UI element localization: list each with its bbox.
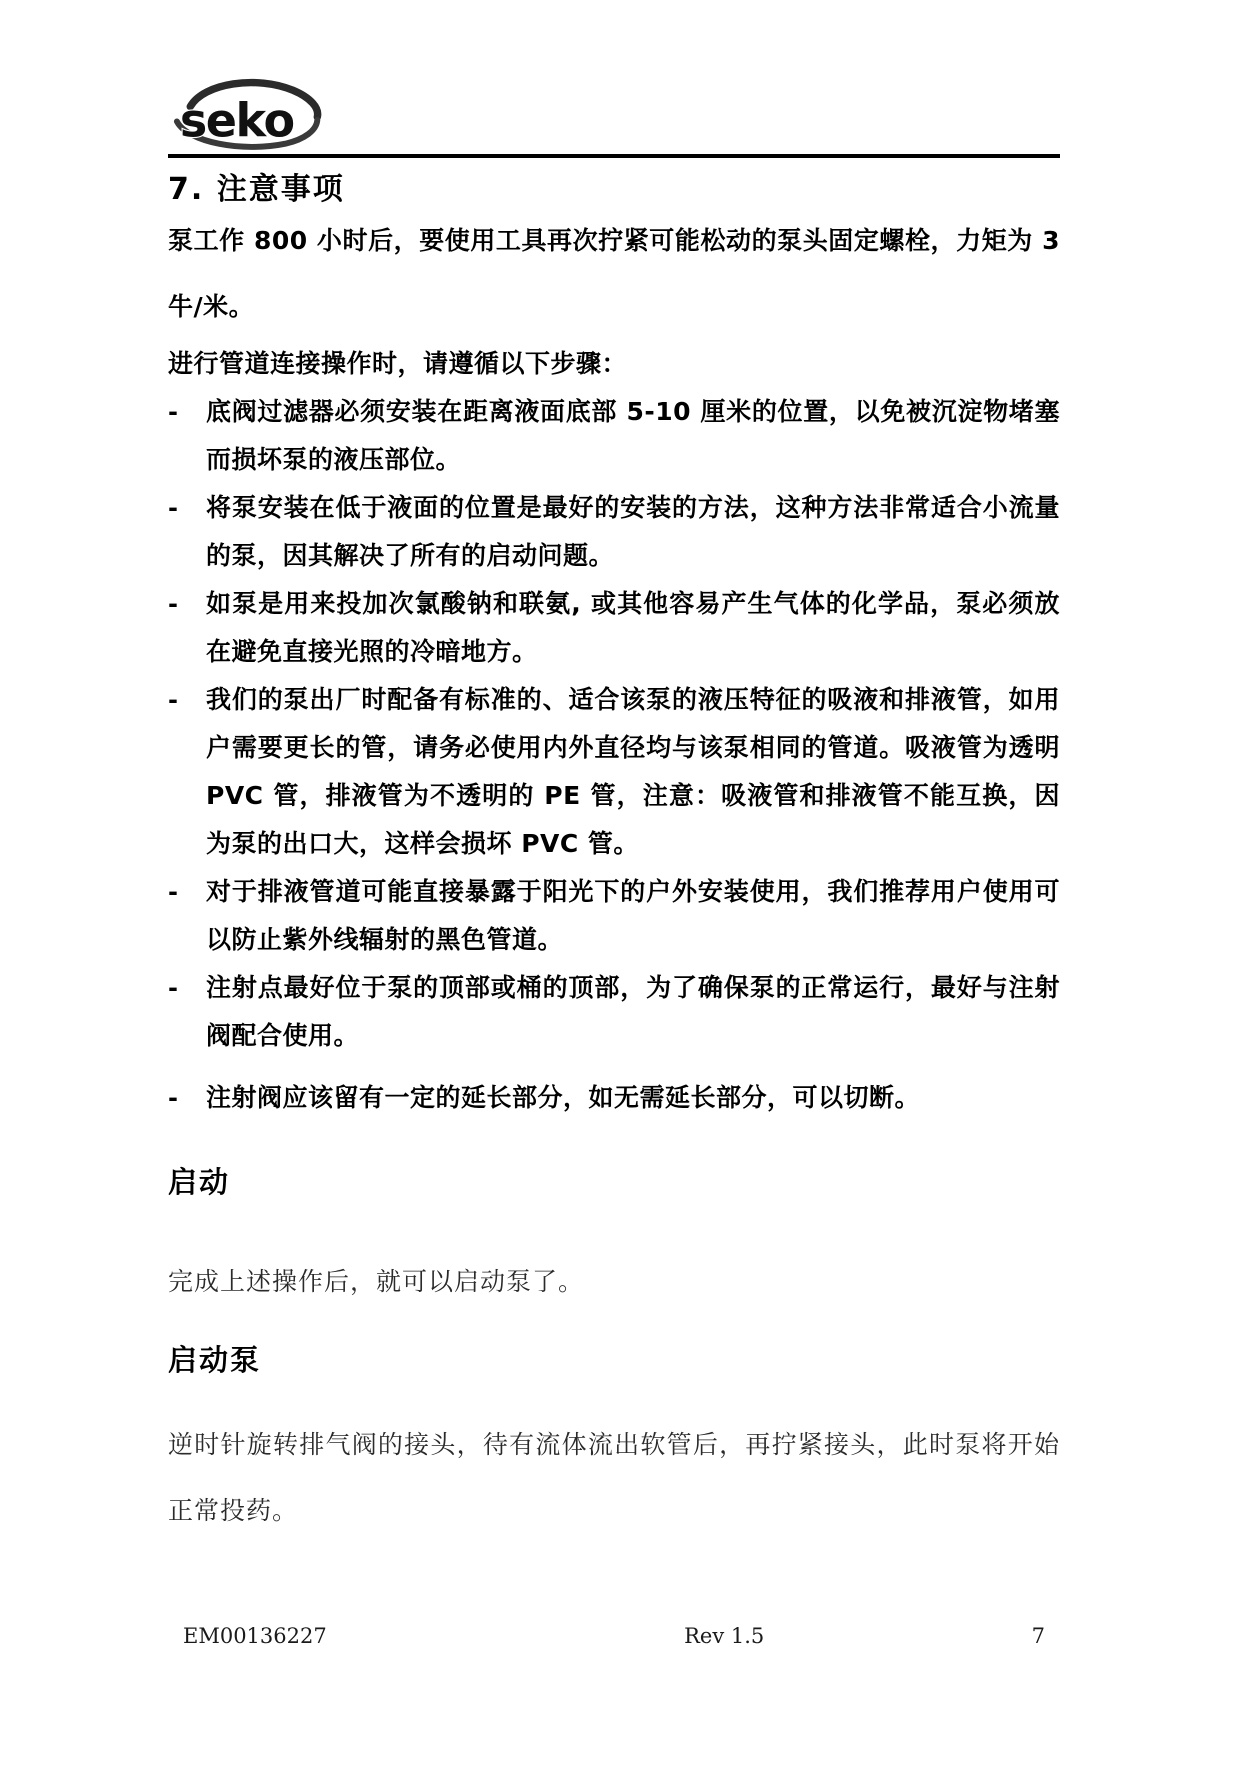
bullet-text: 我们的泵出厂时配备有标准的、适合该泵的液压特征的吸液和排液管，如用户需要更长的管，请务必使用内外直径均与该泵相同的管道。吸液管为透明 PVC 管，排液管为不透明的 PE 管，注意：吸液管和排液管不能互换，因为泵的出口大，这样会损坏 PVC 管。 bbox=[206, 685, 1060, 858]
list-item bbox=[168, 580, 1060, 676]
subsection-body-start-pump: 逆时针旋转排气阀的接头，待有流体流出软管后，再拧紧接头，此时泵将开始正常投药。 bbox=[168, 1430, 1060, 1525]
logo-wordmark: seko bbox=[179, 93, 294, 148]
bullet-dash: - bbox=[168, 974, 178, 1002]
bullet-text: 将泵安装在低于液面的位置是最好的安装的方法，这种方法非常适合小流量的泵，因其解决了所有的启动问题。 bbox=[206, 493, 1060, 570]
page-content bbox=[168, 78, 1060, 1544]
bullet-dash: - bbox=[168, 398, 178, 426]
bullet-text: 对于排液管道可能直接暴露于阳光下的户外安装使用，我们推荐用户使用可以防止紫外线辐射的黑色管道。 bbox=[206, 877, 1060, 954]
seko-logo bbox=[168, 78, 324, 150]
bullet-text: 底阀过滤器必须安装在距离液面底部 5-10 厘米的位置，以免被沉淀物堵塞而损坏泵的液压部位。 bbox=[206, 397, 1060, 474]
footer-doc-id: EM00136227 bbox=[183, 1624, 327, 1648]
bullet-dash: - bbox=[168, 1084, 178, 1112]
intro-paragraph-torque: 泵工作 800 小时后，要使用工具再次拧紧可能松动的泵头固定螺栓，力矩为 3 牛/米。 bbox=[168, 226, 1060, 321]
footer-revision: Rev 1.5 bbox=[684, 1624, 765, 1648]
subsection-body-start: 完成上述操作后，就可以启动泵了。 bbox=[168, 1267, 585, 1296]
bullet-dash: - bbox=[168, 878, 178, 906]
subsection-heading-start: 启动 bbox=[168, 1165, 231, 1199]
list-item bbox=[168, 388, 1060, 484]
bullet-dash: - bbox=[168, 590, 178, 618]
page-footer bbox=[183, 1624, 1045, 1648]
bullet-text: 注射点最好位于泵的顶部或桶的顶部，为了确保泵的正常运行，最好与注射阀配合使用。 bbox=[206, 973, 1060, 1050]
bullet-list bbox=[168, 388, 1060, 1122]
bullet-dash: - bbox=[168, 494, 178, 522]
bullet-text: 如泵是用来投加次氯酸钠和联氨, 或其他容易产生气体的化学品，泵必须放在避免直接光照的冷暗地方。 bbox=[206, 589, 1060, 666]
list-item bbox=[168, 676, 1060, 868]
list-item bbox=[168, 964, 1060, 1060]
subsection-heading-start-pump: 启动泵 bbox=[168, 1343, 262, 1377]
list-item bbox=[168, 484, 1060, 580]
header-rule bbox=[168, 154, 1060, 158]
section-heading: 7. 注意事项 bbox=[168, 172, 345, 207]
bullet-dash: - bbox=[168, 686, 178, 714]
list-item bbox=[168, 1074, 1060, 1122]
footer-page-number: 7 bbox=[1031, 1624, 1045, 1648]
bullet-text: 注射阀应该留有一定的延长部分，如无需延长部分，可以切断。 bbox=[206, 1083, 921, 1112]
intro-paragraph-steps: 进行管道连接操作时，请遵循以下步骤： bbox=[168, 349, 628, 378]
list-item bbox=[168, 868, 1060, 964]
